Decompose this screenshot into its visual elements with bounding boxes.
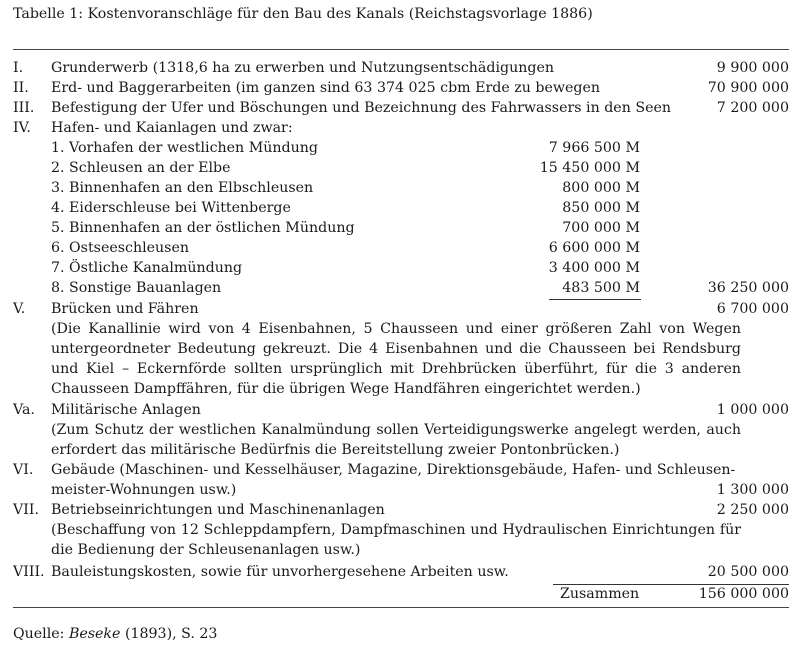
subitem-amount: 850 000 M xyxy=(562,200,640,216)
row-note: (Die Kanallinie wird von 4 Eisenbahnen, 5 Chausseen und einer größeren Zahl von Wegen untergeordneter Bedeutung gekreuzt. Die 4 Eisenbahnen und die Chausseen bei Rendsburg und Kiel – Eckernförde sollten ursprünglich mit Drehbrücken überführt, für die 3 anderen Chausseen Dampffähren, für die übrigen Wege Handfähren eingerichtet werden.) xyxy=(51,321,741,397)
row-text: Betriebseinrichtungen und Maschinenanlagen xyxy=(51,502,385,518)
bottom-rule xyxy=(13,607,789,608)
top-rule xyxy=(13,49,789,50)
subitem-amount: 483 500 M xyxy=(562,280,640,296)
row-text: Gebäude (Maschinen- und Kesselhäuser, Magazine, Direktionsgebäude, Hafen- und Schleusen- xyxy=(51,462,736,478)
table-title: Tabelle 1: Kostenvoranschläge für den Bau des Kanals (Reichstagsvorlage 1886) xyxy=(13,6,593,22)
row-number: VIII. xyxy=(13,564,45,580)
subitem-label: 6. Ostseeschleusen xyxy=(51,240,189,256)
row-text: Brücken und Fähren xyxy=(51,301,199,317)
row-number: Va. xyxy=(13,402,35,418)
row-note: (Zum Schutz der westlichen Kanalmündung sollen Verteidigungswerke angelegt werden, auch erfordert das militärische Bedürfnis die Bereitstellung zweier Pontonbrücken.) xyxy=(51,422,741,458)
row-number: V. xyxy=(13,301,26,317)
subitem-amount: 3 400 000 M xyxy=(548,260,640,276)
row-number: II. xyxy=(13,80,29,96)
subitem-label: 1. Vorhafen der westlichen Mündung xyxy=(51,140,318,156)
subitem-label: 5. Binnenhafen an der östlichen Mündung xyxy=(51,220,355,236)
row-text: Militärische Anlagen xyxy=(51,402,201,418)
row-amount: 6 700 000 xyxy=(716,301,789,317)
row-amount: 1 000 000 xyxy=(716,402,789,418)
subitem-label: 2. Schleusen an der Elbe xyxy=(51,160,231,176)
row-text: Erd- und Baggerarbeiten (im ganzen sind 63 374 025 cbm Erde zu bewegen xyxy=(51,80,601,96)
total-label: Zusammen xyxy=(560,586,640,602)
subitem-amount: 800 000 M xyxy=(562,180,640,196)
row-amount: 20 500 000 xyxy=(707,564,789,580)
row-note: (Beschaffung von 12 Schleppdampfern, Dampfmaschinen und Hydraulischen Einrichtungen für die Bedienung der Schleusenanlagen usw.) xyxy=(51,522,741,558)
row-amount: 9 900 000 xyxy=(716,60,789,76)
row-number: III. xyxy=(13,100,35,116)
row-text-continued: meister-Wohnungen usw.) xyxy=(51,482,237,498)
subtotal-rule xyxy=(549,299,641,300)
row-number: VI. xyxy=(13,462,34,478)
subitem-label: 7. Östliche Kanalmündung xyxy=(51,260,243,276)
total-amount: 156 000 000 xyxy=(698,586,789,602)
subitem-amount: 15 450 000 M xyxy=(539,160,640,176)
row-text: Befestigung der Ufer und Böschungen und Bezeichnung des Fahrwassers in den Seen xyxy=(51,100,672,116)
row-number: VII. xyxy=(13,502,39,518)
subitem-label: 8. Sonstige Bauanlagen xyxy=(51,280,222,296)
row-text: Grunderwerb (1318,6 ha zu erwerben und Nutzungsentschädigungen xyxy=(51,60,554,76)
source-prefix: Quelle: xyxy=(13,626,69,642)
row-amount: 70 900 000 xyxy=(707,80,789,96)
row-text: Hafen- und Kaianlagen und zwar: xyxy=(51,120,293,136)
row-number: IV. xyxy=(13,120,31,136)
subitem-label: 3. Binnenhafen an den Elbschleusen xyxy=(51,180,314,196)
subitem-label: 4. Eiderschleuse bei Wittenberge xyxy=(51,200,291,216)
source-suffix: (1893), S. 23 xyxy=(120,626,218,642)
source-note xyxy=(13,624,217,644)
row-amount: 7 200 000 xyxy=(716,100,789,116)
row-number: I. xyxy=(13,60,24,76)
row-amount: 36 250 000 xyxy=(707,280,789,296)
subitem-amount: 6 600 000 M xyxy=(548,240,640,256)
row-amount: 2 250 000 xyxy=(716,502,789,518)
row-amount: 1 300 000 xyxy=(716,482,789,498)
subitem-amount: 700 000 M xyxy=(562,220,640,236)
source-author: Beseke xyxy=(68,626,121,642)
row-text: Bauleistungskosten, sowie für unvorhergesehene Arbeiten usw. xyxy=(51,564,509,580)
subitem-amount: 7 966 500 M xyxy=(548,140,640,156)
